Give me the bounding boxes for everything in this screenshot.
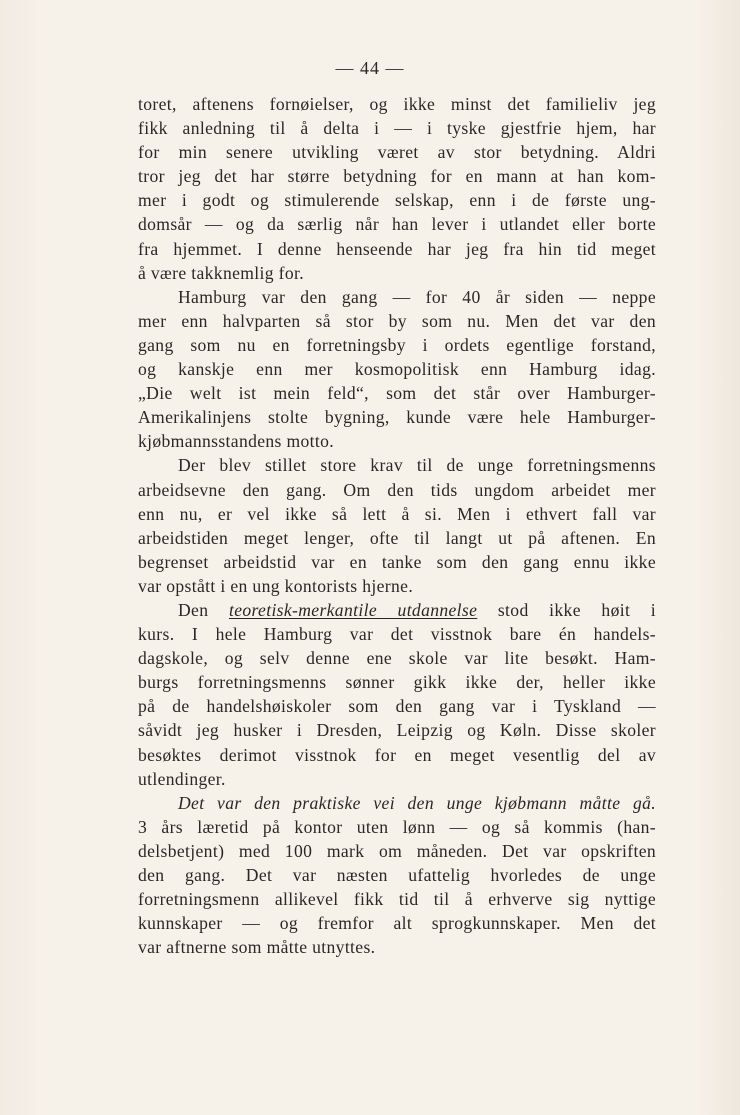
page-number: — 44 — bbox=[335, 58, 405, 78]
text-line: arbeidsevne den gang. Om den tids ungdom arbeidet mer bbox=[138, 479, 656, 500]
emphasized-line: Det var den praktiske vei den unge kjøbmann måtte gå. bbox=[178, 792, 656, 813]
text-line: forretningsmenn allikevel fikk tid til å erhverve sig nyttige bbox=[138, 889, 656, 910]
text-line: „Die welt ist mein feld“, som det står over Hamburger- bbox=[138, 383, 656, 404]
text-line: såvidt jeg husker i Dresden, Leipzig og Køln. Disse skoler bbox=[138, 720, 656, 741]
text-line: gang som nu en forretningsby i ordets egentlige forstand, bbox=[138, 334, 656, 355]
text-line: den gang. Det var næsten ufattelig hvorledes de unge bbox=[138, 865, 656, 885]
text-line: for min senere utvikling været av stor betydning. Aldri bbox=[138, 142, 656, 163]
text-line: var aftnerne som måtte utnyttes. bbox=[138, 937, 376, 958]
text-line: var opstått i en ung kontorists hjerne. bbox=[138, 575, 414, 596]
text-line: domsår — og da særlig når han lever i utlandet eller borte bbox=[138, 214, 656, 235]
text-line: delsbetjent) med 100 mark om måneden. Det var opskriften bbox=[138, 840, 656, 861]
text-line: Amerikalinjens stolte bygning, kunde være hele Hamburger- bbox=[138, 407, 656, 428]
text-line: på de handelshøiskoler som den gang var i Tyskland — bbox=[138, 696, 656, 717]
text-line bbox=[138, 598, 656, 622]
text-line: 3 års læretid på kontor uten lønn — og så kommis (han- bbox=[138, 816, 656, 837]
text-line: arbeidstiden meget lenger, ofte til langt ut på aftenen. En bbox=[138, 527, 656, 548]
text-line: toret, aftenens fornøielser, og ikke minst det familieliv jeg bbox=[138, 94, 656, 114]
text-line: kunnskaper — og fremfor alt sprogkunnskaper. Men det bbox=[138, 913, 656, 934]
text-line: besøktes derimot visstnok for en meget vesentlig del av bbox=[138, 744, 656, 765]
text-line: begrenset arbeidstid var en tanke som den gang ennu ikke bbox=[138, 551, 656, 572]
text-line: enn nu, er vel ikke så lett å si. Men i ethvert fall var bbox=[138, 503, 656, 524]
text-line-rest: stod ikke høit i bbox=[497, 599, 657, 620]
text-line: tror jeg det har større betydning for en mann at han kom- bbox=[138, 166, 656, 187]
text-line: kurs. I hele Hamburg var det visstnok bare én handels- bbox=[138, 624, 656, 645]
text-line: og kanskje enn mer kosmopolitisk enn Hamburg idag. bbox=[138, 359, 656, 380]
text-line: utlendinger. bbox=[138, 768, 226, 789]
text-line: burgs forretningsmenns sønner gikk ikke der, heller ikke bbox=[138, 672, 656, 693]
text-line: Der blev stillet store krav til de unge forretningsmenns bbox=[178, 455, 656, 476]
text-line: dagskole, og selv denne ene skole var lite besøkt. Ham- bbox=[138, 648, 656, 669]
text-line: kjøbmannsstandens motto. bbox=[138, 431, 335, 452]
emphasized-phrase: teoretisk-merkantile utdannelse bbox=[228, 599, 478, 620]
text-den: Den bbox=[178, 599, 209, 620]
text-line: fra hjemmet. I denne henseende har jeg fra hin tid meget bbox=[138, 238, 656, 259]
text-line: Hamburg var den gang — for 40 år siden — neppe bbox=[178, 286, 656, 307]
text-line: å være takknemlig for. bbox=[138, 262, 305, 283]
body-text bbox=[138, 92, 656, 959]
text-line: mer enn halvparten så stor by som nu. Men det var den bbox=[138, 310, 656, 331]
text-line: fikk anledning til å delta i — i tyske gjestfrie hjem, har bbox=[138, 118, 656, 139]
text-line: mer i godt og stimulerende selskap, enn i de første ung- bbox=[138, 190, 656, 211]
